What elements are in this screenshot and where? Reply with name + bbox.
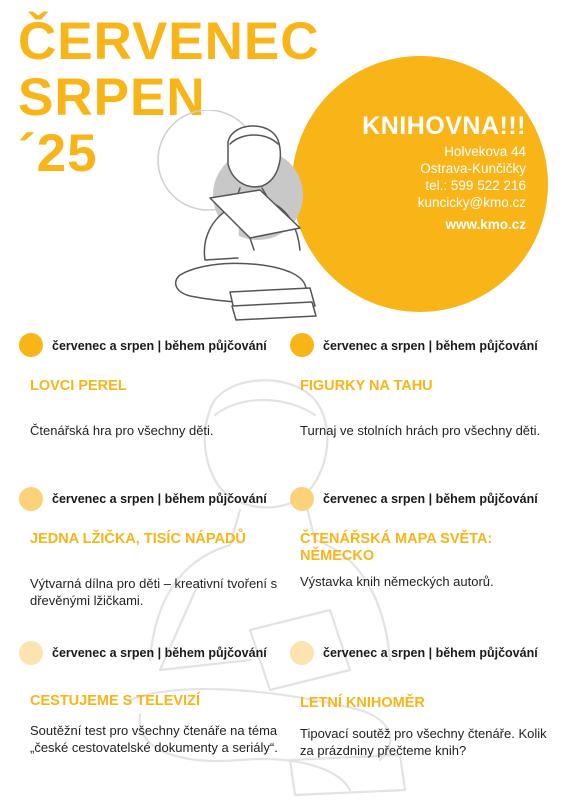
- library-email[interactable]: kuncicky@kmo.cz: [417, 195, 526, 210]
- event-3-bullet-icon: [19, 487, 43, 511]
- event-6-title: LETNÍ KNIHOMĚR: [300, 695, 425, 711]
- event-2-title: FIGURKY NA TAHU: [300, 378, 433, 394]
- event-1-title: LOVCI PEREL: [30, 378, 127, 394]
- event-3-when: červenec a srpen | během půjčování: [52, 492, 267, 506]
- event-1-bullet-icon: [19, 333, 43, 357]
- event-1-when: červenec a srpen | během půjčování: [52, 339, 267, 353]
- title-month-1: ČERVENEC: [18, 12, 320, 71]
- event-1-description: Čtenářská hra pro všechny děti.: [30, 423, 214, 438]
- event-6-when: červenec a srpen | během půjčování: [323, 646, 538, 660]
- event-2-bullet-icon: [290, 333, 314, 357]
- event-4-title: ČTENÁŘSKÁ MAPA SVĚTA: NĚMECKO: [300, 531, 493, 564]
- event-6-bullet-icon: [290, 641, 314, 665]
- library-website[interactable]: www.kmo.cz: [445, 217, 526, 232]
- library-phone: tel.: 599 522 216: [425, 178, 526, 193]
- event-4-when: červenec a srpen | během půjčování: [323, 492, 538, 506]
- event-3-description: Výtvarná dílna pro děti – kreativní tvoření s dřevěnými lžičkami.: [30, 576, 278, 608]
- event-5-bullet-icon: [19, 641, 43, 665]
- title-year: ´25: [18, 124, 98, 183]
- event-6-description: Tipovací soutěž pro všechny čtenáře. Kolik za prázdniny přečteme knih?: [300, 726, 547, 758]
- event-3-title: JEDNA LŽIČKA, TISÍC NÁPADŮ: [30, 531, 246, 547]
- reading-boy-illustration-icon: [150, 110, 330, 340]
- library-name: KNIHOVNA!!!: [362, 112, 526, 140]
- event-2-when: červenec a srpen | během půjčování: [323, 339, 538, 353]
- library-address-street: Holvekova 44: [444, 144, 526, 159]
- title-month-2: SRPEN: [18, 68, 206, 127]
- event-4-description: Výstavka knih německých autorů.: [300, 574, 494, 589]
- event-2-description: Turnaj ve stolních hrách pro všechny děti.: [300, 423, 541, 438]
- event-5-when: červenec a srpen | během půjčování: [52, 646, 267, 660]
- library-address-city: Ostrava-Kunčičky: [420, 161, 526, 176]
- event-5-title: CESTUJEME S TELEVIZÍ: [30, 693, 200, 709]
- event-5-description: Soutěžní test pro všechny čtenáře na téma „české cestovatelské dokumenty a seriály“.: [30, 723, 278, 755]
- event-4-bullet-icon: [290, 487, 314, 511]
